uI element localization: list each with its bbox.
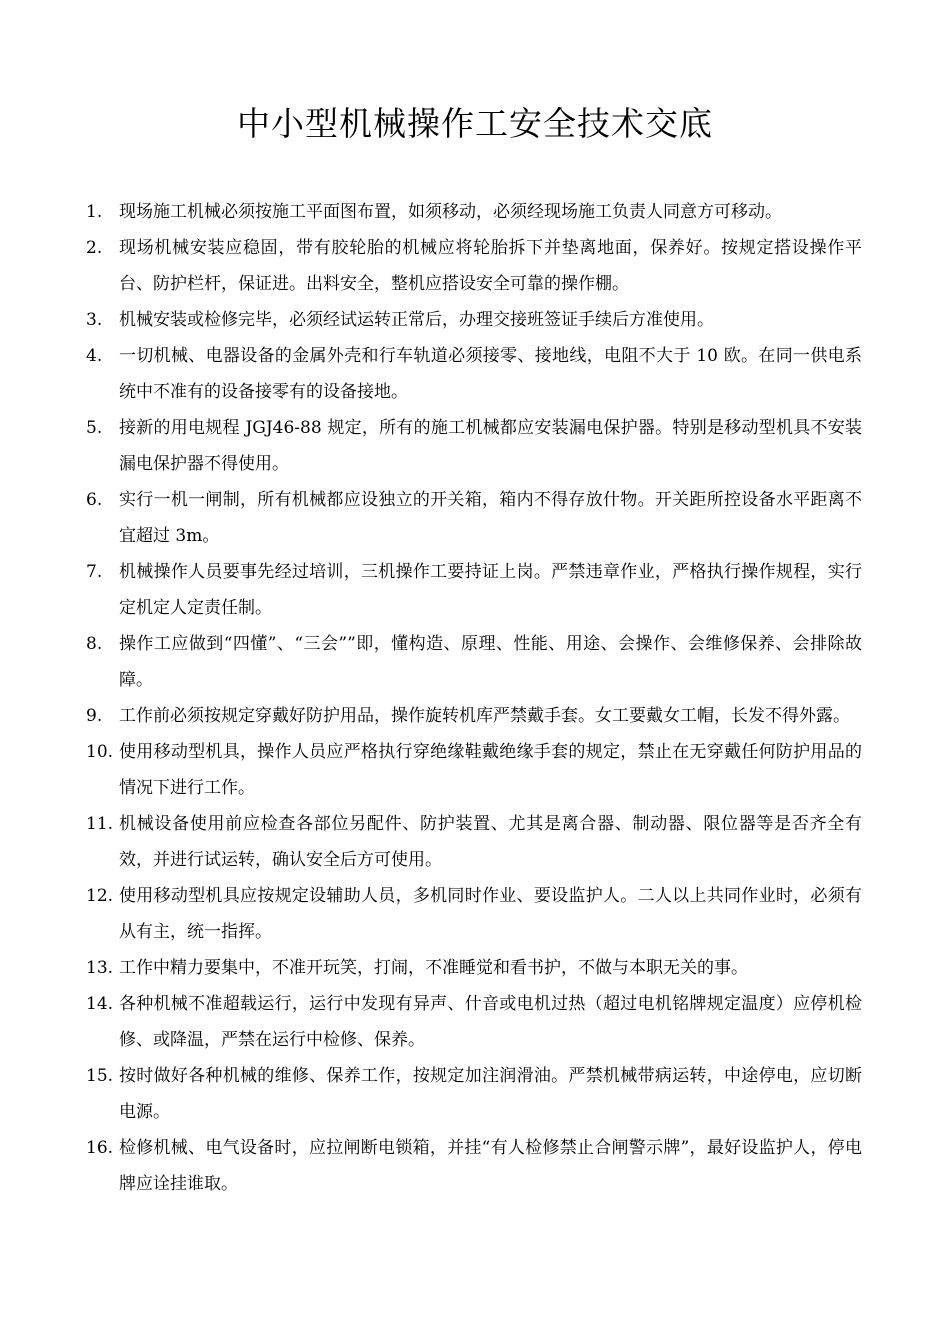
rule-number: 14. <box>86 994 114 1014</box>
rule-number: 8. <box>86 634 103 654</box>
rule-item <box>86 986 862 1058</box>
rule-number: 1. <box>86 202 103 222</box>
rule-item <box>86 554 862 626</box>
rule-number: 2. <box>86 238 103 258</box>
rule-text: 按时做好各种机械的维修、保养工作，按规定加注润滑油。严禁机械带病运转，中途停电，应切断电源。 <box>119 1066 862 1122</box>
rule-text: 机械操作人员要事先经过培训，三机操作工要持证上岗。严禁违章作业，严格执行操作规程，实行定机定人定责任制。 <box>119 562 862 618</box>
rule-text: 操作工应做到“四懂”、“三会””即，懂构造、原理、性能、用途、会操作、会维修保养、会排除故障。 <box>119 634 862 690</box>
rule-text: 机械安装或检修完毕，必须经试运转正常后，办理交接班签证手续后方准使用。 <box>119 310 714 330</box>
rule-number: 4. <box>86 346 103 366</box>
rule-text: 使用移动型机具，操作人员应严格执行穿绝缘鞋戴绝缘手套的规定，禁止在无穿戴任何防护用品的情况下进行工作。 <box>119 742 862 798</box>
rule-number: 5. <box>86 418 103 438</box>
rule-number: 9. <box>86 706 103 726</box>
rule-item <box>86 626 862 698</box>
rule-number: 16. <box>86 1138 114 1158</box>
rule-text: 现场机械安装应稳固，带有胶轮胎的机械应将轮胎拆下并垫离地面，保养好。按规定搭设操作平台、防护栏杆，保证进。出料安全，整机应搭设安全可靠的操作棚。 <box>119 238 862 294</box>
rule-item <box>86 1130 862 1202</box>
rule-item <box>86 1058 862 1130</box>
safety-rules-list <box>86 194 862 1202</box>
rule-item <box>86 338 862 410</box>
rule-number: 3. <box>86 310 103 330</box>
rule-item <box>86 482 862 554</box>
rule-item <box>86 734 862 806</box>
rule-item <box>86 410 862 482</box>
rule-text: 检修机械、电气设备时，应拉闸断电锁箱，并挂“有人检修禁止合闸警示牌”，最好设监护人，停电牌应诠挂谁取。 <box>119 1138 862 1194</box>
rule-text: 机械设备使用前应检查各部位另配件、防护装置、尤其是离合器、制动器、限位器等是否齐全有效，并进行试运转，确认安全后方可使用。 <box>119 814 862 870</box>
rule-text: 各种机械不准超载运行，运行中发现有异声、什音或电机过热（超过电机铭牌规定温度）应停机检修、或降温，严禁在运行中检修、保养。 <box>119 994 862 1050</box>
rule-text: 工作中精力要集中，不准开玩笑，打闹，不准睡觉和看书护，不做与本职无关的事。 <box>119 958 748 978</box>
rule-item <box>86 698 862 734</box>
rule-number: 11. <box>86 814 114 834</box>
rule-item <box>86 230 862 302</box>
rule-number: 10. <box>86 742 114 762</box>
rule-text: 工作前必须按规定穿戴好防护用品，操作旋转机库严禁戴手套。女工要戴女工帽，长发不得外露。 <box>119 706 850 726</box>
rule-text: 现场施工机械必须按施工平面图布置，如须移动，必须经现场施工负责人同意方可移动。 <box>119 202 782 222</box>
rule-text: 一切机械、电器设备的金属外壳和行车轨道必须接零、接地线，电阻不大于 10 欧。在同一供电系统中不准有的设备接零有的设备接地。 <box>119 346 862 402</box>
rule-number: 12. <box>86 886 114 906</box>
rule-item <box>86 950 862 986</box>
rule-text: 使用移动型机具应按规定设辅助人员，多机同时作业、要设监护人。二人以上共同作业时，必须有从有主，统一指挥。 <box>119 886 862 942</box>
rule-text: 接新的用电规程 JGJ46-88 规定，所有的施工机械都应安装漏电保护器。特别是移动型机具不安装漏电保护器不得使用。 <box>119 418 862 474</box>
rule-number: 13. <box>86 958 114 978</box>
rule-text: 实行一机一闸制，所有机械都应设独立的开关箱，箱内不得存放什物。开关距所控设备水平距离不宜超过 3m。 <box>119 490 862 546</box>
rule-item <box>86 194 862 230</box>
rule-item <box>86 806 862 878</box>
document-title: 中小型机械操作工安全技术交底 <box>237 104 713 143</box>
rule-number: 7. <box>86 562 103 582</box>
rule-item <box>86 878 862 950</box>
rule-item <box>86 302 862 338</box>
rule-number: 6. <box>86 490 103 510</box>
rule-number: 15. <box>86 1066 114 1086</box>
